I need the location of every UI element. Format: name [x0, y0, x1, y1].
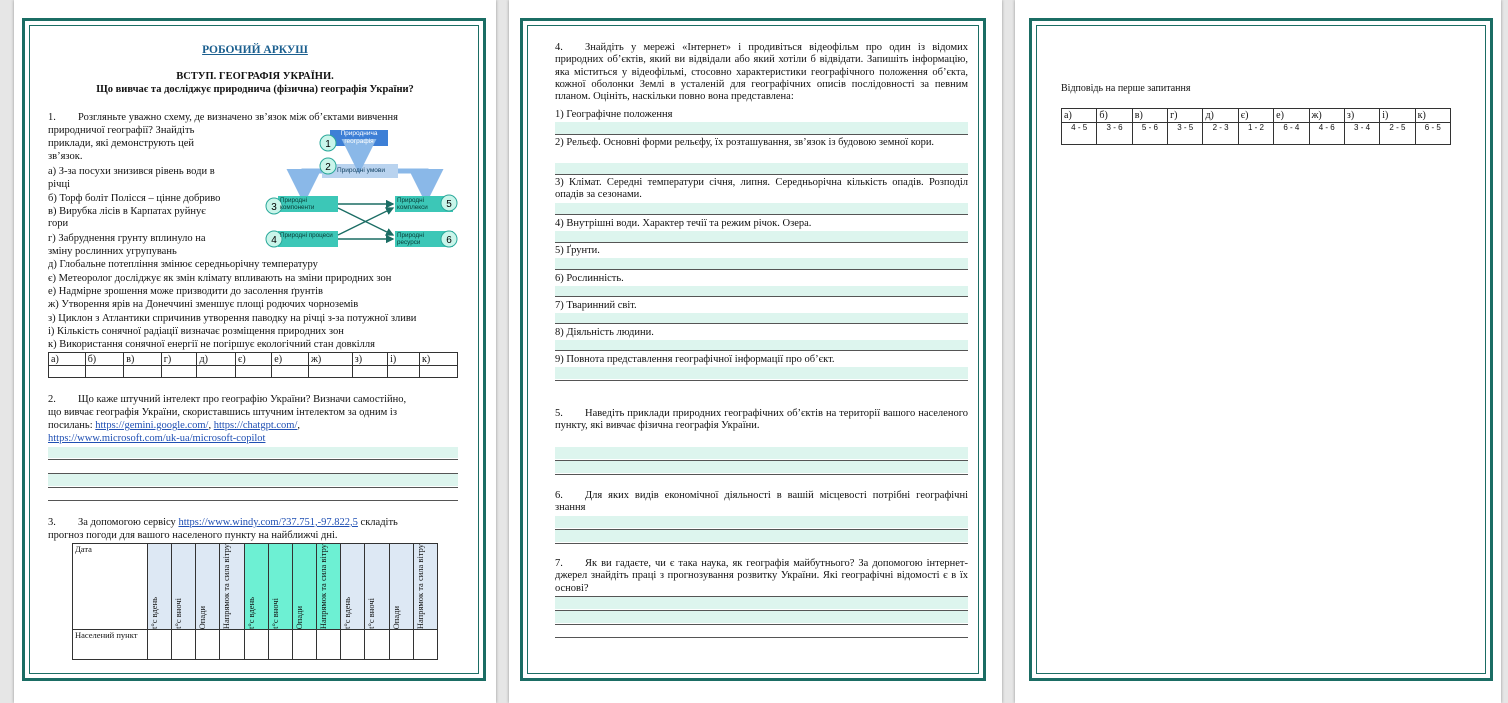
answer-band[interactable] [555, 367, 968, 379]
q4-item: 1) Географічне положення [555, 109, 673, 120]
weather-col [292, 544, 316, 630]
forecast-cell[interactable] [413, 630, 437, 660]
forecast-cell[interactable] [196, 630, 220, 660]
forecast-cell[interactable] [172, 630, 196, 660]
q3-prefix: За допомогою сервісу [78, 517, 176, 528]
col-label: t°c вдень [342, 597, 353, 630]
q7-text: Як ви гадаєте, чи є така наука, як географія майбутнього? За допомогою інтернет-джерел знайдіть праці з прогнозування розвитку України. Які географічні відомості є в їх основі? [555, 558, 968, 594]
table-row [1062, 123, 1451, 145]
answer-cell[interactable] [124, 366, 162, 378]
weather-col [365, 544, 389, 630]
answer-cell[interactable] [236, 366, 272, 378]
table-header-cell: б) [1097, 109, 1132, 123]
answer-cell[interactable] [85, 366, 124, 378]
forecast-cell[interactable] [365, 630, 389, 660]
q1-item: є) Метеоролог досліджує як змін клімату впливають на зміни природних зон [48, 273, 392, 284]
answer-band[interactable] [555, 597, 968, 609]
answer-value: 2 - 3 [1203, 123, 1238, 145]
worksheet-title: РОБОЧИЙ АРКУШ [202, 44, 308, 56]
answer-band[interactable] [555, 461, 968, 473]
forecast-cell[interactable] [148, 630, 172, 660]
col-label: t°c вдень [245, 597, 256, 630]
weather-col [148, 544, 172, 630]
answer-line [555, 214, 968, 215]
answer-band[interactable] [555, 516, 968, 528]
heading-1: ВСТУП. ГЕОГРАФІЯ УКРАЇНИ. [176, 71, 334, 82]
answer-key-table [1061, 108, 1451, 145]
q2-links-line [48, 420, 300, 432]
q1-line: природничої географії? Знайдіть [48, 125, 195, 136]
diagram-num-3: 3 [271, 202, 277, 213]
table-header-cell: а) [1062, 109, 1097, 123]
answer-band[interactable] [555, 313, 968, 323]
answer-cell[interactable] [272, 366, 309, 378]
diagram-label-5: Природні комплекси [397, 197, 428, 212]
answer-band[interactable] [555, 122, 968, 134]
q7-number: 7. [555, 558, 563, 569]
page-2 [509, 0, 1002, 703]
diagram-label-2: Природні умови [337, 167, 385, 174]
col-label: t°c вночі [269, 598, 280, 630]
weather-col [172, 544, 196, 630]
table-header-cell: г) [161, 353, 197, 366]
answer-band[interactable] [48, 474, 458, 486]
page-3 [1015, 0, 1501, 703]
answer-cell[interactable] [309, 366, 353, 378]
page-1 [14, 0, 496, 703]
q1-line: Розгляньте уважно схему, де визначено зв’язок між об’єктами вивчення [78, 112, 398, 123]
q1-item: д) Глобальне потепління змінює середньорічну температуру [48, 259, 318, 270]
q1-item: г) Забруднення грунту вплинуло на [48, 233, 206, 244]
q1-item: гори [48, 218, 69, 229]
q2-line: що вивчає географія України, скориставшись штучним інтелектом за одним із [48, 407, 397, 418]
answer-band[interactable] [555, 258, 968, 269]
table-header-cell: з) [352, 353, 387, 366]
forecast-cell[interactable] [292, 630, 316, 660]
table-header-cell: ж) [309, 353, 353, 366]
q4-item: 7) Тваринний світ. [555, 300, 637, 311]
q4-item: 3) Клімат. Середні температури січня, липня. Середньорічна кількість опадів. Розподіл опадів за сезонами. [555, 177, 968, 201]
answer-line [555, 296, 968, 297]
diagram-num-1: 1 [325, 139, 331, 150]
q2-prefix: посилань: [48, 420, 93, 431]
q4-item: 5) Ґрунти. [555, 245, 600, 256]
q1-item: к) Використання сонячної енергії не погіршує екологічний стан довкілля [48, 339, 375, 350]
table-row [1062, 109, 1451, 123]
q1-item: і) Кількість сонячної радіації визначає розміщення природних зон [48, 326, 344, 337]
table-header-cell: ж) [1309, 109, 1344, 123]
answer-band[interactable] [555, 611, 968, 623]
gemini-link[interactable]: https://gemini.google.com/ [95, 420, 209, 431]
place-label: Населений пункт [75, 630, 138, 641]
q6-text: Для яких видів економічної діяльності в вашій місцевості потрібні географічні знання [555, 490, 968, 514]
forecast-cell[interactable] [268, 630, 292, 660]
q2-link-line [48, 433, 265, 445]
col-label: t°c вдень [149, 597, 159, 630]
q1-item: річці [48, 179, 70, 190]
q1-item: б) Торф боліт Полісся – цінне добриво [48, 193, 221, 204]
answer-value: 5 - 6 [1132, 123, 1167, 145]
q1-item: зміну рослинних угрупувань [48, 246, 177, 257]
q4-item: 8) Діяльність людини. [555, 327, 654, 338]
q4-text: Знайдіть у мережі «Інтернет» і продивіться відеофільм про один із відомих природних об’єктів, який ви відвідали або який хотіли б відвідати. Запишіть інформацію, яка міститься у відеофільмі, стосовно характеристики географічного положення об’єкта, кожної оболонки Землі в усталеній для географічних описів послідовності за певним планом. Оцініть, наскільки повно вона представлена: [555, 42, 968, 103]
q5-text: Наведіть приклади природних географічних об’єктів на території вашого населеного пункту, які вивчає фізична географія України. [555, 408, 968, 432]
diagram-label-3: Природні компоненти [280, 197, 315, 212]
answer-band[interactable] [555, 203, 968, 214]
q4-item: 9) Повнота представлення географічної інформації про об’єкт. [555, 354, 835, 365]
answer-value: 4 - 5 [1062, 123, 1097, 145]
col-label: Напрямок та сила вітру [414, 544, 425, 630]
diagram-num-6: 6 [446, 235, 452, 246]
weather-col [413, 544, 437, 630]
q1-line: зв’язок. [48, 151, 83, 162]
weather-table [72, 543, 438, 660]
date-header [73, 544, 148, 630]
answer-band[interactable] [555, 447, 968, 459]
q1-line: приклади, які демонструють цей [48, 138, 195, 149]
answer-line [48, 487, 458, 488]
q1-number: 1. [48, 112, 56, 123]
table-header-cell: і) [1380, 109, 1415, 123]
col-label: Опади [197, 605, 208, 630]
q1-item: з) Циклон з Атлантики спричинив утворення паводку на річці з-за потужної зливи [48, 313, 417, 324]
answer-line [555, 242, 968, 243]
answer-value: 4 - 6 [1309, 123, 1344, 145]
q1-item: ж) Утворення ярів на Донеччині зменшує площі родючих чорноземів [48, 299, 359, 310]
heading-2: Що вивчає та досліджує природнича (фізична) географія України? [96, 84, 414, 95]
answer-line [555, 323, 968, 324]
forecast-cell[interactable] [220, 630, 244, 660]
weather-col [341, 544, 365, 630]
diagram-num-5: 5 [446, 199, 452, 210]
answer-value: 6 - 5 [1415, 123, 1450, 145]
forecast-cell[interactable] [389, 630, 413, 660]
table-row [73, 630, 438, 660]
answer-line [555, 269, 968, 270]
answer-value: 3 - 6 [1097, 123, 1132, 145]
answer-line [555, 637, 968, 638]
q1-answer-table [48, 352, 458, 378]
answer-value: 6 - 4 [1274, 123, 1309, 145]
table-header-cell: в) [1132, 109, 1167, 123]
forecast-cell[interactable] [317, 630, 341, 660]
answer-cell[interactable] [49, 366, 86, 378]
table-header-cell: е) [272, 353, 309, 366]
table-header-cell: і) [388, 353, 420, 366]
weather-col [268, 544, 292, 630]
weather-col [220, 544, 244, 630]
q2-line: Що каже штучний інтелект про географію України? Визначи самостійно, [78, 394, 407, 405]
windy-link[interactable]: https://www.windy.com/?37.751,-97.822,5 [178, 517, 358, 528]
place-header [73, 630, 148, 660]
weather-col [317, 544, 341, 630]
answer-cell[interactable] [352, 366, 387, 378]
table-header-cell: к) [419, 353, 457, 366]
answer-line [555, 543, 968, 544]
q4-number: 4. [555, 42, 563, 53]
q1-item: е) Надмірне зрошення може призводити до засолення ґрунтів [48, 286, 323, 297]
q6-number: 6. [555, 490, 563, 501]
table-header-cell: а) [49, 353, 86, 366]
table-header-cell: к) [1415, 109, 1450, 123]
q4-item: 2) Рельєф. Основні форми рельєфу, їх розташування, зв’язок із будовою земної кори. [555, 137, 935, 148]
answer-title: Відповідь на перше запитання [1061, 83, 1191, 94]
answer-band[interactable] [555, 231, 968, 242]
diagram-label-6: Природні ресурси [397, 232, 424, 247]
copilot-link[interactable]: https://www.microsoft.com/uk-ua/microsoft-copilot [48, 433, 266, 444]
table-header-cell: д) [1203, 109, 1238, 123]
answer-line [555, 134, 968, 135]
diagram-label-4: Природні процеси [280, 232, 333, 239]
answer-band[interactable] [555, 163, 968, 174]
answer-band[interactable] [555, 286, 968, 296]
answer-line [555, 380, 968, 381]
answer-value: 1 - 2 [1238, 123, 1273, 145]
q2-number: 2. [48, 394, 56, 405]
table-header-cell: є) [236, 353, 272, 366]
answer-value: 3 - 5 [1168, 123, 1203, 145]
answer-value: 2 - 5 [1380, 123, 1415, 145]
col-label: t°c вночі [173, 598, 184, 630]
diagram-label-1: Природнича географія [340, 130, 378, 145]
table-header-cell: є) [1238, 109, 1273, 123]
table-row [73, 544, 438, 630]
col-label: Опади [390, 605, 401, 630]
answer-band[interactable] [555, 530, 968, 542]
answer-line [555, 474, 968, 475]
table-header-cell: г) [1168, 109, 1203, 123]
q3-line: прогноз погоди для вашого населеного пункту на найближчі дні. [48, 530, 338, 541]
table-row [49, 366, 458, 378]
table-header-cell: з) [1344, 109, 1379, 123]
answer-band[interactable] [555, 340, 968, 350]
table-header-cell: в) [124, 353, 162, 366]
answer-band[interactable] [48, 447, 458, 458]
answer-line [48, 500, 458, 501]
table-row [49, 353, 458, 366]
answer-cell[interactable] [161, 366, 197, 378]
answer-cell[interactable] [388, 366, 420, 378]
weather-col [196, 544, 220, 630]
answer-value: 3 - 4 [1344, 123, 1379, 145]
forecast-cell[interactable] [244, 630, 268, 660]
weather-col [244, 544, 268, 630]
q3-suffix: складіть [360, 517, 398, 528]
table-header-cell: д) [197, 353, 236, 366]
q3-line [78, 517, 398, 529]
q5-number: 5. [555, 408, 563, 419]
forecast-cell[interactable] [341, 630, 365, 660]
answer-line [48, 459, 458, 460]
q4-item: 4) Внутрішні води. Характер течії та режим річок. Озера. [555, 218, 812, 229]
answer-cell[interactable] [197, 366, 236, 378]
col-label: t°c вночі [366, 598, 377, 630]
answer-line [555, 624, 968, 625]
q1-item: а) З-за посухи знизився рівень води в [48, 166, 215, 177]
diagram-num-4: 4 [271, 235, 277, 246]
answer-line [555, 174, 968, 175]
chatgpt-link[interactable]: https://chatgpt.com/ [213, 420, 298, 431]
table-header-cell: е) [1274, 109, 1309, 123]
date-label: Дата [75, 544, 92, 554]
col-label: Опади [293, 605, 304, 630]
answer-line [555, 350, 968, 351]
weather-col [389, 544, 413, 630]
col-label: Напрямок та сила вітру [318, 544, 329, 630]
diagram-num-2: 2 [325, 162, 331, 173]
col-label: Напрямок та сила вітру [221, 544, 232, 630]
q4-item: 6) Рослинність. [555, 273, 624, 284]
answer-cell[interactable] [419, 366, 457, 378]
separator: , [208, 420, 212, 431]
table-header-cell: б) [85, 353, 124, 366]
separator: , [297, 420, 301, 431]
q1-item: в) Вирубка лісів в Карпатах руйнує [48, 206, 206, 217]
q3-number: 3. [48, 517, 56, 528]
